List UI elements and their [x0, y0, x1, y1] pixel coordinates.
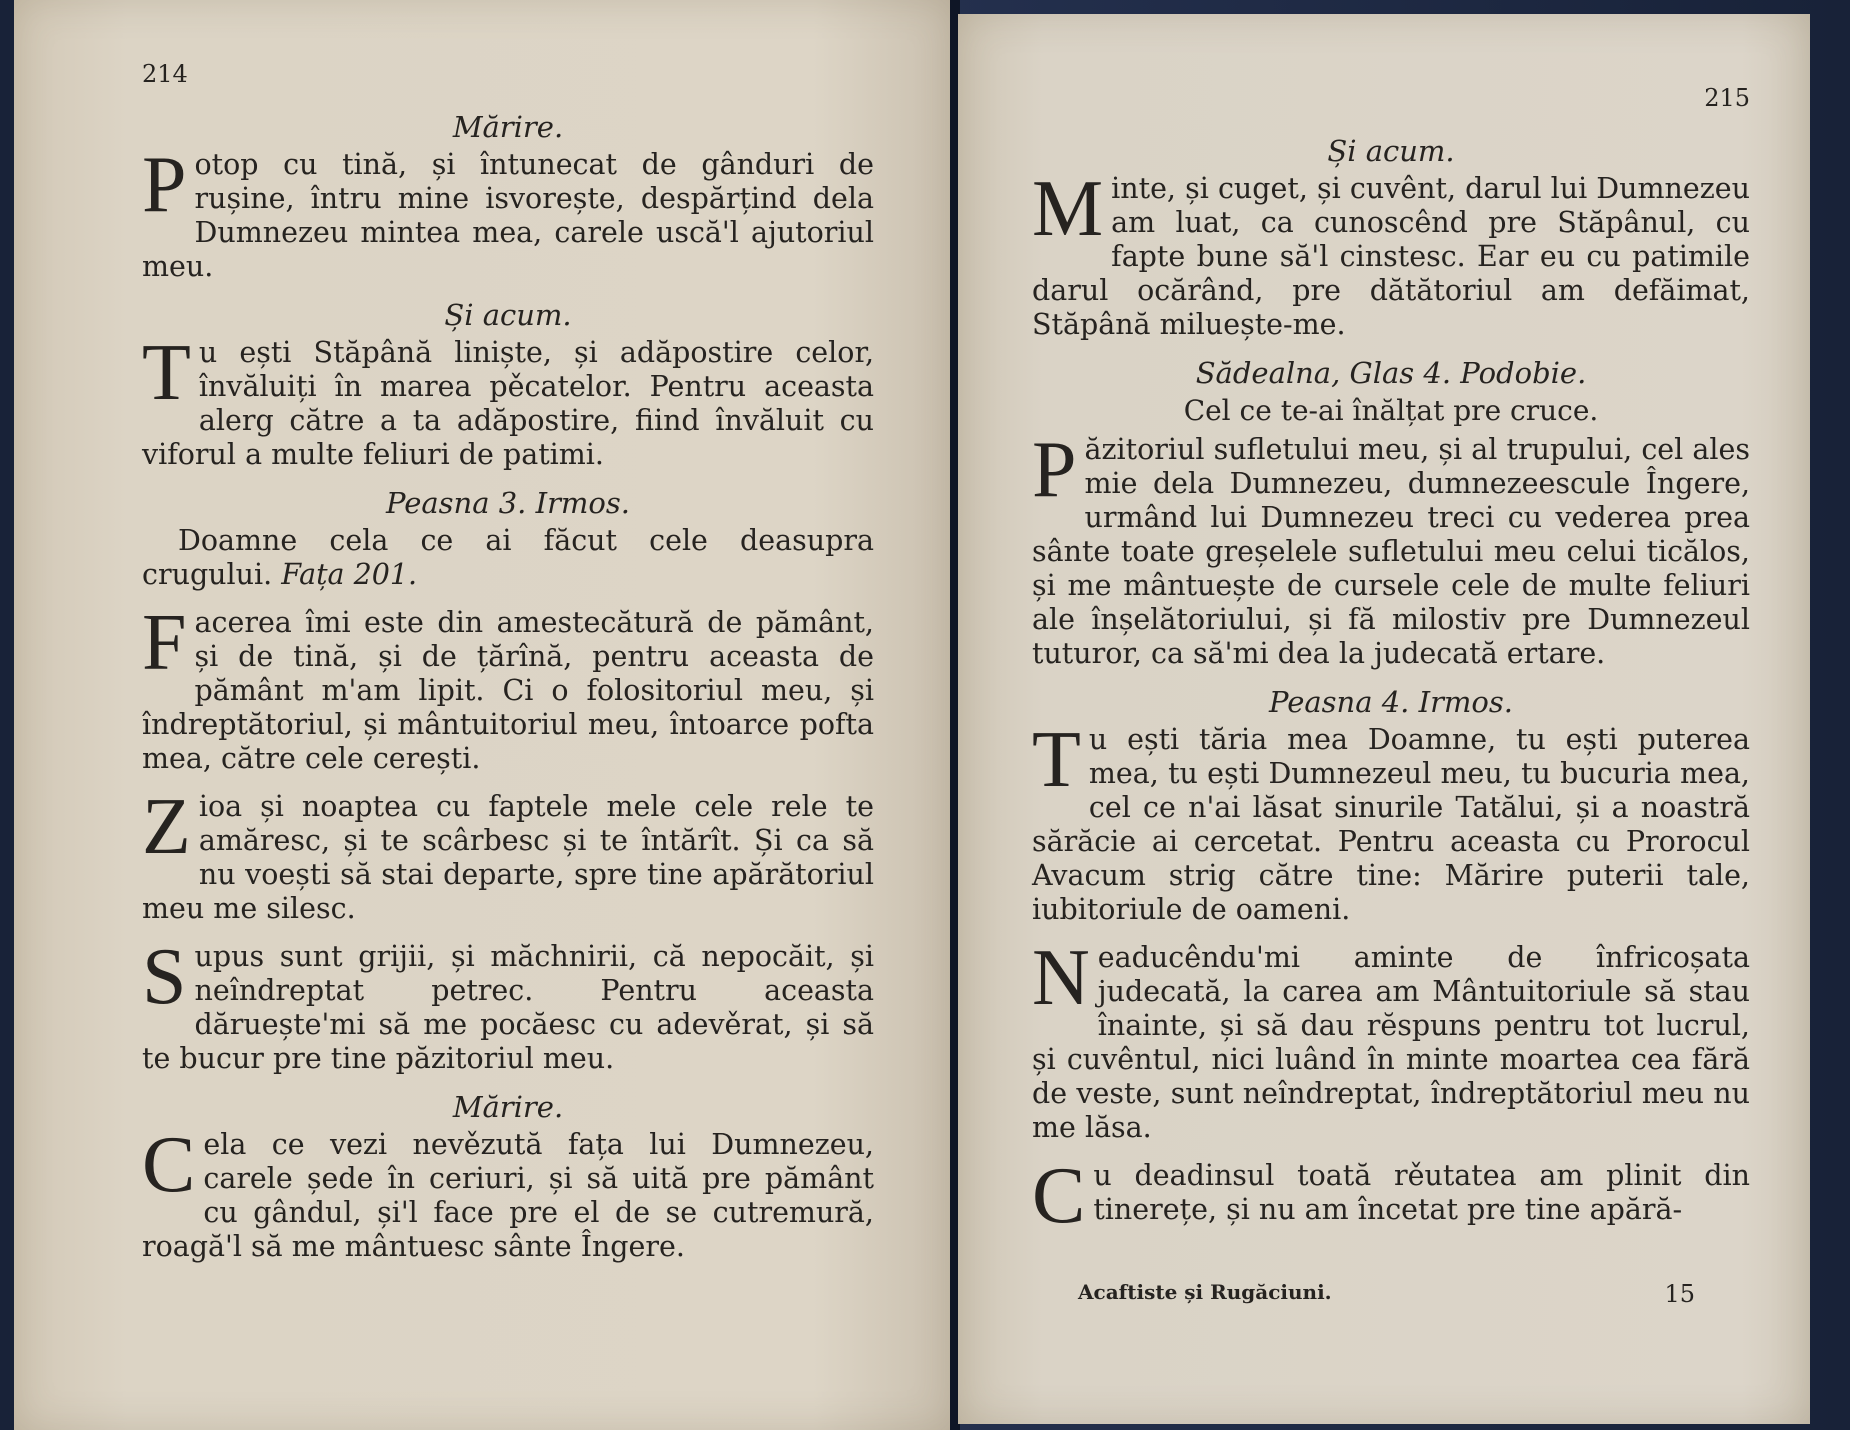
page-reference: Fața 201. [281, 558, 418, 591]
right-page [958, 14, 1810, 1424]
drop-cap: N [1032, 934, 1090, 1022]
paragraph-text: u ești Stăpână liniște, și adăpostire celor, învăluiți în marea pěcatelor. Pentru aceasta alerg către a ta adăpostire, fiind învăluit cu viforul a multe feliuri de patimi. [142, 336, 874, 471]
page-number-left: 214 [142, 60, 188, 88]
text-paragraph [1032, 716, 1750, 927]
paragraph-text: u deadinsul toată rěutatea am plinit din tinerețe, și nu am încetat pre tine apără- [1093, 1159, 1750, 1226]
text-paragraph [142, 783, 874, 926]
page-footer [1078, 1280, 1750, 1308]
footer-signature: 15 [1664, 1280, 1695, 1308]
paragraph-text: eaducêndu'mi aminte de înfricoșata judecată, la carea am Mântuitoriule să stau înainte, și să dau rĕspuns pentru tot lucrul, și cuvêntul, nici luând în minte moartea cea fără de veste, sunt neîndreptat, îndreptătoriul meu nu me lăsa. [1032, 941, 1750, 1144]
drop-cap: F [142, 599, 187, 687]
text-paragraph [142, 141, 874, 284]
drop-cap: M [1032, 165, 1104, 253]
left-page-content [142, 110, 874, 1264]
text-paragraph [142, 933, 874, 1076]
section-heading: Sădealna, Glas 4. Podobie. [1195, 356, 1587, 390]
section-heading: Și acum. [444, 298, 572, 332]
right-page-content [1032, 134, 1750, 1240]
text-paragraph [1032, 165, 1750, 342]
section-subheading: Cel ce te-ai înălțat pre cruce. [1183, 394, 1599, 427]
text-paragraph [1032, 426, 1750, 671]
section-heading: Mărire. [452, 1090, 564, 1124]
paragraph-text: Doamne cela ce ai făcut cele deasupra crugului. [142, 524, 874, 591]
drop-cap: T [142, 329, 191, 417]
paragraph-text: ela ce vezi nevězută fața lui Dumnezeu, carele șede în ceriuri, și să uită pre pământ cu gândul, și'l face pre el de se cutremură, roagă'l să me mântuesc sânte Îngere. [142, 1128, 874, 1263]
page-number-right: 215 [1704, 84, 1750, 112]
paragraph-text: ăzitoriul sufletului meu, și al trupului, cel ales mie dela Dumnezeu, dumnezeescule Îngere, urmând lui Dumnezeu treci cu vederea prea sânte toate greșelele sufletului meu celui ticălos, și me mântuește de cursele cele de multe feliuri ale înșelătoriului, și fă milostiv pre Dumnezeul tuturor, ca să'mi dea la judecată ertare. [1032, 433, 1750, 670]
text-paragraph [142, 329, 874, 472]
text-paragraph [142, 1121, 874, 1264]
section-heading: Mărire. [452, 110, 564, 144]
paragraph-text: u ești tăria mea Doamne, tu ești puterea mea, tu ești Dumnezeul meu, tu bucuria mea, cel ce n'ai lăsat sinurile Tatălui, și a noastră sărăcie ai cercetat. Pentru aceasta cu Prorocul Avacum strig către tine: Mărire puterii tale, iubitoriule de oameni. [1032, 723, 1750, 926]
drop-cap: Z [142, 783, 191, 871]
section-heading: Și acum. [1327, 134, 1455, 168]
left-page [14, 0, 954, 1430]
paragraph-text: inte, și cuget, și cuvênt, darul lui Dumnezeu am luat, ca cunoscênd pre Stăpânul, cu fapte bune să'l cinstesc. Ear eu cu patimile darul ocărând, pre dătătoriul am defăimat, Stăpână miluește-me. [1032, 172, 1750, 341]
text-paragraph [142, 524, 874, 592]
drop-cap: C [142, 1121, 196, 1209]
paragraph-text: acerea îmi este din amestecătură de pământ, și de tină, și de țărînă, pentru aceasta de pământ m'am lipit. Ci o folositoriul meu, și îndreptătoriul, și mântuitoriul meu, întoarce pofta mea, către cele cerești. [142, 606, 874, 775]
drop-cap: P [1032, 426, 1077, 514]
section-heading: Peasna 3. Irmos. [386, 486, 630, 520]
paragraph-text: ioa și noaptea cu faptele mele cele rele te amăresc, și te scârbesc și te întărît. Și ca să nu voești să stai departe, spre tine apărătoriul meu me silesc. [142, 790, 874, 925]
section-heading: Peasna 4. Irmos. [1269, 685, 1513, 719]
paragraph-text: upus sunt grijii, și măchnirii, că nepocăit, și neîndreptat petrec. Pentru aceasta dăruește'mi să me pocăesc cu adevěrat, și să te bucur pre tine păzitoriul meu. [142, 940, 874, 1075]
text-paragraph [1032, 1152, 1750, 1240]
drop-cap: P [142, 141, 187, 229]
drop-cap: T [1032, 716, 1081, 804]
paragraph-text: otop cu tină, și întunecat de gânduri de rușine, întru mine isvorește, despărțind dela Dumnezeu mintea mea, carele uscă'l ajutoriul meu. [142, 148, 874, 283]
drop-cap: C [1032, 1152, 1086, 1240]
text-paragraph [1032, 934, 1750, 1145]
footer-title: Acaftiste și Rugăciuni. [1078, 1280, 1332, 1304]
text-paragraph [142, 599, 874, 776]
drop-cap: S [142, 933, 187, 1021]
